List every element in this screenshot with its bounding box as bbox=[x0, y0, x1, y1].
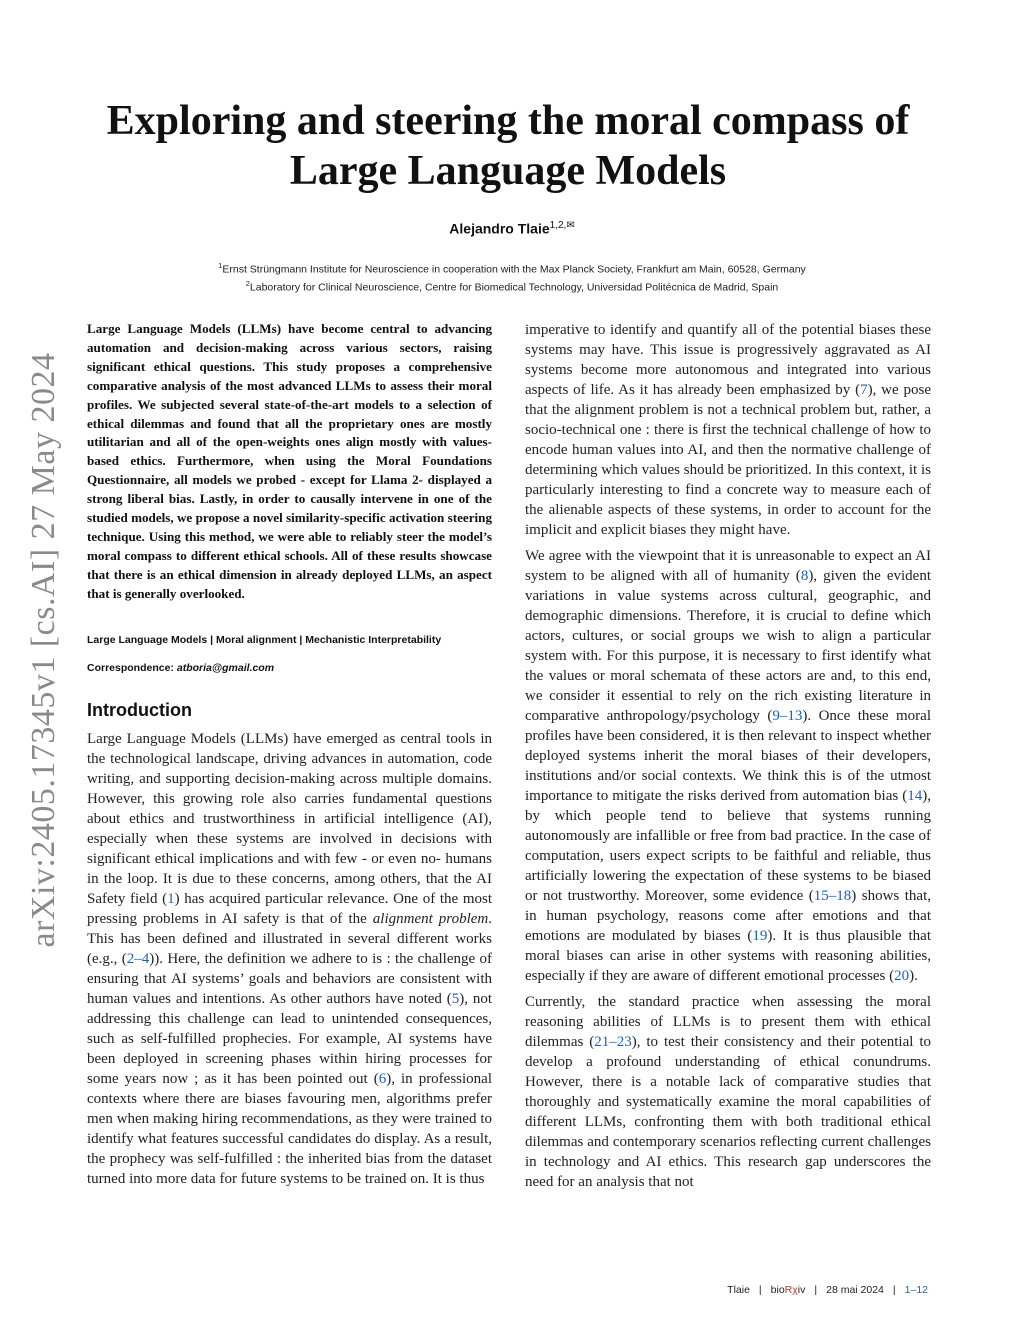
affiliations bbox=[0, 259, 1024, 294]
footer-separator: | bbox=[758, 1284, 762, 1296]
correspondence-label: Correspondence: bbox=[87, 661, 177, 674]
author-name: Alejandro Tlaie bbox=[449, 220, 550, 237]
title-line-2: Large Language Models bbox=[289, 148, 727, 194]
citation-link[interactable]: 1 bbox=[167, 890, 175, 907]
right-paragraph-2: We agree with the viewpoint that it is unreasonable to expect an AI system to be aligned with all of humanity (8), given the evident variations in value systems across cultural, geographic, and demographic dimensions. Therefore, it is crucial to define which actors, cultures, or social groups we wish to align a particular system with. For this purpose, it is necessary to first identify what the values or moral schemata of these actors are and, to this end, we consider it essential to rely on the rich existing literature in comparative anthropology/psychology (9–13). Once these moral profiles have been considered, it is then relevant to inspect whether deployed systems inherit the moral biases of their developers, institutions and/or social contexts. We think this is of the utmost importance to mitigate the risks derived from automation bias (14), by which people tend to believe that systems running autonomously are infallible or free from bad practice. In the case of computation, users expect scripts to be faithful and reliable, thus artificially lowering the expectation of these systems to be biased or not trustworthy. Moreover, some evidence (15–18) shows that, in human psychology, reasons come after emotions and that emotions are modulated by biases (19). It is thus plausible that moral biases can arise in other systems with reasoning abilities, especially if they are aware of different emotional processes (20). bbox=[525, 548, 931, 984]
citation-link[interactable]: 9–13 bbox=[772, 708, 803, 724]
citation-link[interactable]: 7 bbox=[860, 382, 868, 398]
citation-link[interactable]: 20 bbox=[894, 968, 910, 984]
right-paragraph-3: Currently, the standard practice when assessing the moral reasoning abilities of LLMs is to present them with ethical dilemmas (21–23), to test their consistency and their potential to develop a profound understanding of ethical conundrums. However, there is a notable lack of comparative studies that thoroughly and systematically examine the moral capabilities of different LLMs, confronting them with both traditional ethical dilemmas and contemporary scenarios reflecting current challenges in technology and AI ethics. This research gap underscores the need for an analysis that not bbox=[525, 994, 931, 1190]
citation-link[interactable]: 5 bbox=[451, 990, 460, 1007]
right-paragraph-1: imperative to identify and quantify all of the potential biases these systems may have. This issue is progressively aggravated as AI systems become more autonomous and integrated into various aspects of life. As it has already been emphasized by (7), we pose that the alignment problem is not a technical problem but, rather, a socio-technical one : there is first the technical challenge of how to encode human values into AI, and then the normative challenge of determining which values should be prioritized. In this context, it is particularly interesting to find a concrete way to measure each of the alienable aspects of these systems, in order to account for the implicit and explicit biases they might have. bbox=[525, 322, 931, 538]
left-column bbox=[87, 320, 492, 1189]
correspondence-email[interactable]: atboria@gmail.com bbox=[176, 661, 275, 674]
footer-separator: | bbox=[814, 1284, 818, 1296]
footer-server-logo: bioRχiv bbox=[770, 1284, 806, 1296]
citation-link[interactable]: 14 bbox=[907, 788, 923, 804]
intro-paragraph-1: Large Language Models (LLMs) have emerged as central tools in the technological landscape, driving advances in automation, code writing, and supporting decision-making across multiple domains. However, this growing role also carries fundamental questions about ethics and trustworthiness in artificial intelligence (AI), especially when these systems are involved in decisions with significant ethical implications and with few - or even no- humans in the loop. It is due to these concerns, among others, that the AI Safety field (1) has acquired particular relevance. One of the most pressing problems in AI safety is that of the alignment problem. This has been defined and illustrated in several different works (e.g., (2–4)). Here, the definition we adhere to is : the challenge of ensuring that AI systems’ goals and behaviors are consistent with human values and intentions. As other authors have noted (5), not addressing this challenge can lead to unintended consequences, such as self-fulfilled prophecies. For example, AI systems have been deployed in screening phases within hiring processes for some years now ; as it has been pointed out (6), in professional contexts where there are biases favouring men, algorithms prefer men when making hiring recommendations, as they were trained to identify what features successful candidates do display. As a result, the prophecy was self-fulfilled : the inherited bias from the dataset turned into more data for future systems to be trained on. It is thus bbox=[87, 730, 493, 1187]
citation-link[interactable]: 19 bbox=[752, 928, 768, 944]
keywords: Large Language Models | Moral alignment | Mechanistic Interpretability bbox=[87, 633, 442, 646]
right-column bbox=[525, 320, 931, 1192]
paper-title bbox=[90, 96, 926, 196]
section-heading-introduction: Introduction bbox=[87, 699, 192, 720]
affiliation-2: $^2$Laboratory for Clinical Neuroscience, Centre for Biomedical Technology, Universidad Politécnica de Madrid, Spain bbox=[245, 278, 779, 293]
affiliation-1: $^1$Ernst Strüngmann Institute for Neuroscience in cooperation with the Max Planck Society, Frankfurt am Main, 60528, Germany bbox=[218, 261, 806, 276]
author-line bbox=[0, 220, 1024, 237]
abstract: Large Language Models (LLMs) have become central to advancing automation and decision-making across various sectors, raising significant ethical questions. This study proposes a comprehensive comparative analysis of the most advanced LLMs to assess their moral profiles. We subjected several state-of-the-art models to a selection of ethical dilemmas and found that all the proprietary ones are mostly utilitarian and all of the open-weights ones align mostly with values-based ethics. Furthermore, when using the Moral Foundations Questionnaire, all models we probed - except for Llama 2- displayed a strong liberal bias. Lastly, in order to causally intervene in one of the studied models, we propose a novel similarity-specific activation steering technique. Using this method, we were able to reliably steer the model’s moral compass to different ethical schools. All of these results showcase that there is an ethical dimension in already deployed LLMs, an aspect that is generally overlooked. bbox=[87, 321, 492, 601]
title-line-1: Exploring and steering the moral compass of bbox=[106, 98, 910, 144]
correspondence bbox=[87, 662, 492, 674]
footer-page-range: 1–12 bbox=[904, 1284, 928, 1296]
page-footer bbox=[727, 1284, 928, 1296]
citation-link[interactable]: 6 bbox=[378, 1070, 387, 1087]
citation-link[interactable]: 21–23 bbox=[594, 1034, 632, 1050]
footer-author: Tlaie bbox=[727, 1284, 750, 1296]
citation-link[interactable]: 2–4 bbox=[126, 950, 150, 967]
citation-link[interactable]: 8 bbox=[800, 568, 809, 584]
footer-separator: | bbox=[892, 1284, 896, 1296]
author-affiliation-marks: 1,2,✉ bbox=[549, 220, 575, 231]
arxiv-side-stamp: arXiv:2405.17345v1 [cs.AI] 27 May 2024 bbox=[25, 352, 62, 948]
footer-date: 28 mai 2024 bbox=[826, 1284, 884, 1296]
citation-link[interactable]: 15–18 bbox=[813, 888, 852, 904]
